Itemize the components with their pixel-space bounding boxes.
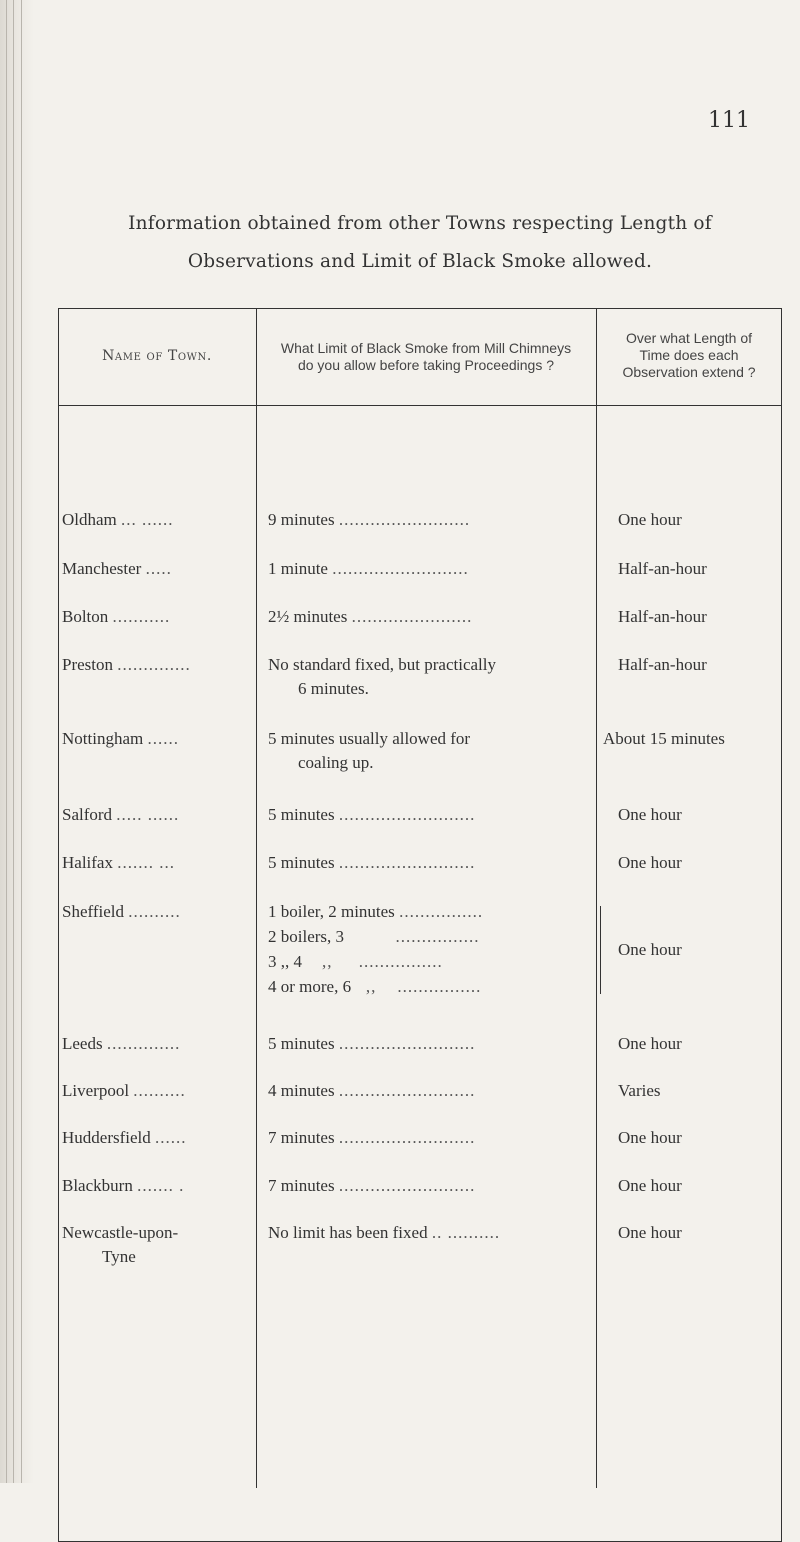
smoke-limit-continued: coaling up. <box>298 753 374 772</box>
town-name-continued: Tyne <box>102 1247 136 1266</box>
observation-length: One hour <box>618 1176 682 1195</box>
smoke-limit: 5 minutes usually allowed for <box>268 729 471 748</box>
observation-length: One hour <box>618 1223 682 1242</box>
smoke-limit: 5 minutes .......................... <box>268 853 476 872</box>
table-top-rule <box>58 308 782 309</box>
column-rule-2 <box>596 308 597 1488</box>
column-header-over: Over what Length of Time does each Observation extend ? <box>622 330 756 380</box>
observation-length: Half-an-hour <box>618 655 707 674</box>
smoke-limit: 2½ minutes ....................... <box>268 607 473 626</box>
observation-length: Half-an-hour <box>618 559 707 578</box>
observation-length: One hour <box>618 1128 682 1147</box>
town-name: Liverpool .......... <box>62 1081 186 1100</box>
column-header-limit: What Limit of Black Smoke from Mill Chimneys do you allow before taking Proceedings ? <box>280 340 572 373</box>
table-left-rule <box>58 308 59 1542</box>
smoke-limit: 5 minutes .......................... <box>268 1034 476 1053</box>
smoke-limit: No limit has been fixed .. .......... <box>268 1223 501 1242</box>
smoke-limits-table <box>58 308 782 1542</box>
observation-length: One hour <box>618 940 682 959</box>
smoke-limit: 5 minutes .......................... <box>268 805 476 824</box>
town-name: Halifax ....... ... <box>62 853 175 872</box>
smoke-limit: 1 boiler, 2 minutes ................ <box>268 902 484 921</box>
town-name: Huddersfield ...... <box>62 1128 187 1147</box>
observation-length: One hour <box>618 805 682 824</box>
page-title-line-1: Information obtained from other Towns respecting Length of <box>128 213 712 234</box>
smoke-limit-continued: 6 minutes. <box>298 679 369 698</box>
observation-length: About 15 minutes <box>603 729 725 748</box>
smoke-limit: 7 minutes .......................... <box>268 1176 476 1195</box>
page-number: 111 <box>708 108 750 133</box>
right-brace <box>594 906 601 994</box>
town-name: Nottingham ...... <box>62 729 179 748</box>
town-name: Bolton ........... <box>62 607 171 626</box>
smoke-limit: 1 minute .......................... <box>268 559 469 578</box>
town-name: Preston .............. <box>62 655 191 674</box>
page-title-line-2: Observations and Limit of Black Smoke allowed. <box>187 251 653 272</box>
town-name: Manchester ..... <box>62 559 172 578</box>
observation-length: One hour <box>618 510 682 529</box>
town-name: Salford ..... ...... <box>62 805 180 824</box>
smoke-limit: 4 minutes .......................... <box>268 1081 476 1100</box>
column-header-town: Name of Town. <box>102 348 212 364</box>
smoke-limit: 3 ,, 4 ,, ................ <box>268 952 443 971</box>
town-name: Blackburn ....... . <box>62 1176 185 1195</box>
town-name: Oldham ... ...... <box>62 510 174 529</box>
smoke-limit: No standard fixed, but practically <box>268 655 497 674</box>
header-bottom-rule <box>58 405 782 406</box>
observation-length: One hour <box>618 853 682 872</box>
smoke-limit: 2 boilers, 3 ................ <box>268 927 480 946</box>
town-name: Leeds .............. <box>62 1034 181 1053</box>
table-right-rule <box>781 308 782 1542</box>
smoke-limit: 9 minutes ......................... <box>268 510 471 529</box>
town-name: Newcastle-upon- <box>62 1223 179 1242</box>
observation-length: One hour <box>618 1034 682 1053</box>
town-name: Sheffield .......... <box>62 902 181 921</box>
smoke-limit: 4 or more, 6 ,, ................ <box>268 977 482 996</box>
binding-gutter <box>0 0 34 1483</box>
observation-length: Half-an-hour <box>618 607 707 626</box>
observation-length: Varies <box>618 1081 661 1100</box>
column-rule-1 <box>256 308 257 1488</box>
smoke-limit: 7 minutes .......................... <box>268 1128 476 1147</box>
